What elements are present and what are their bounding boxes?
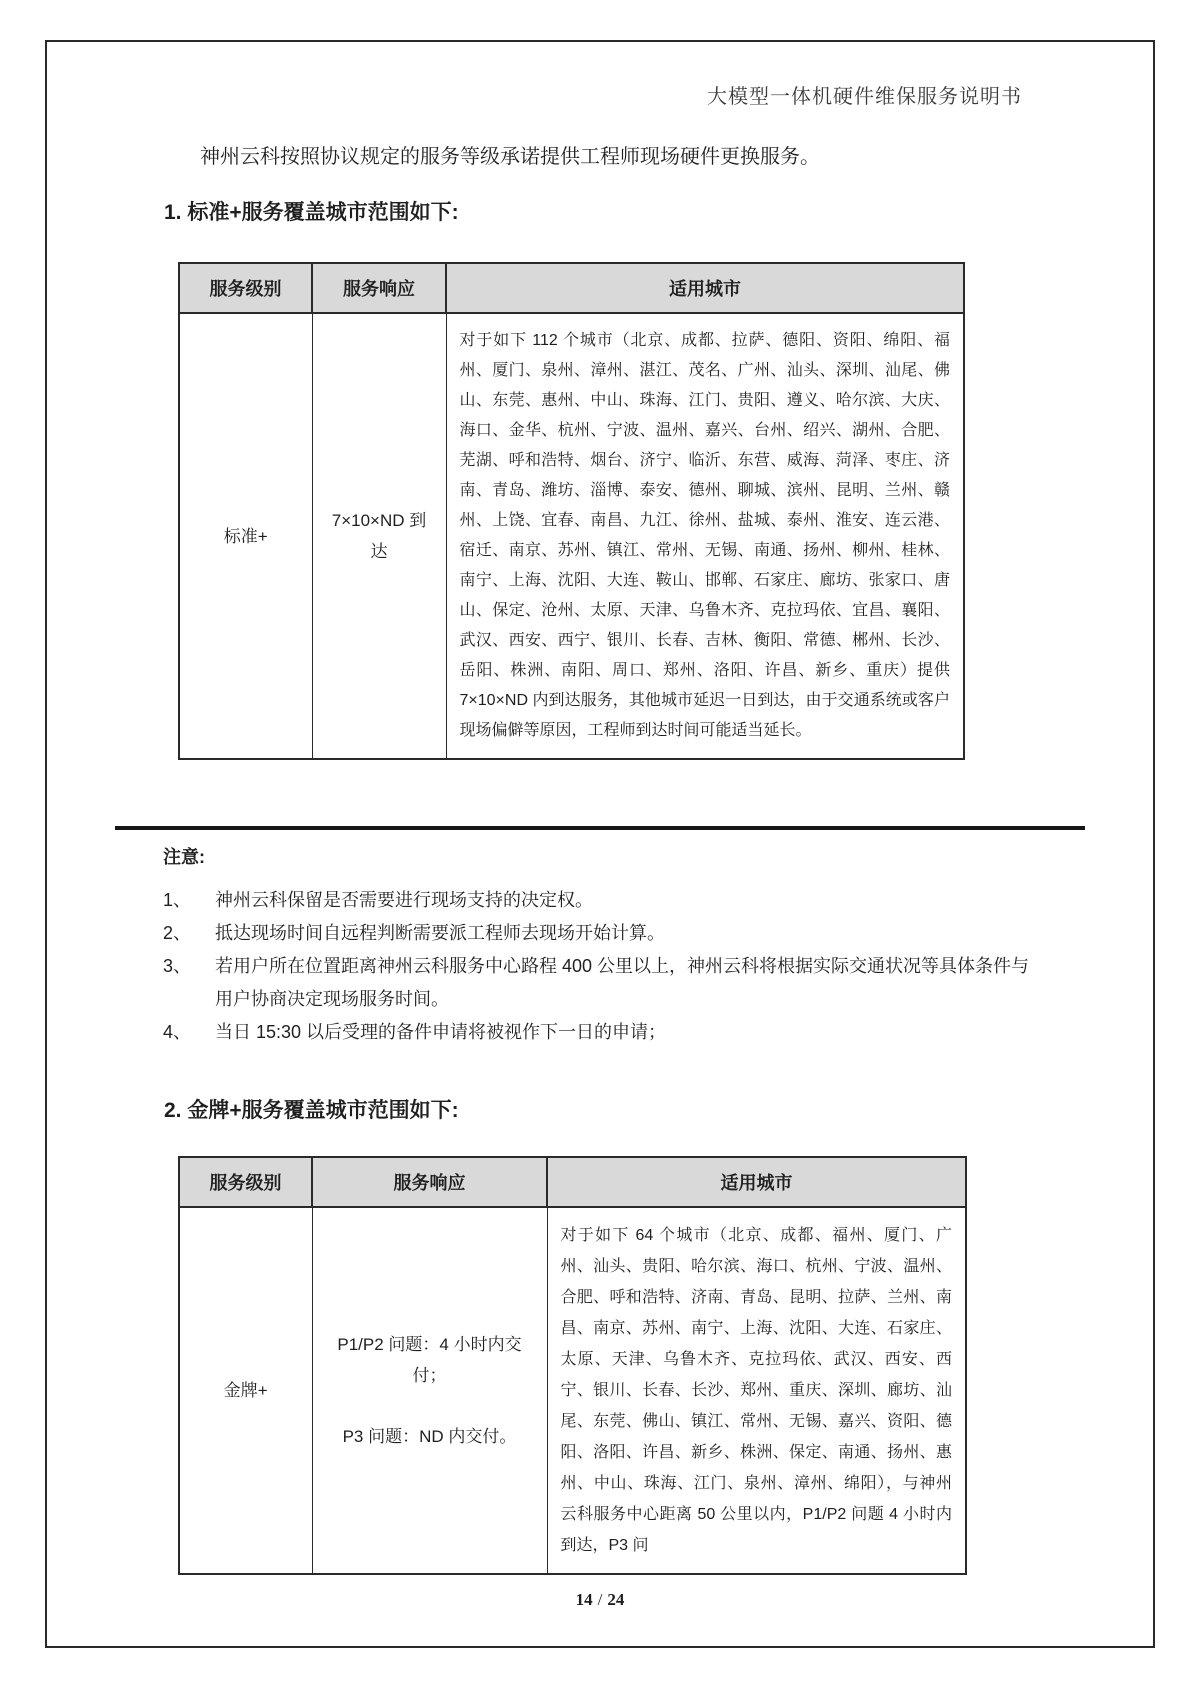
note-text: 神州云科保留是否需要进行现场支持的决定权。	[215, 890, 593, 910]
table2-applicable-cities-cell: 对于如下 64 个城市（北京、成都、福州、厦门、广州、汕头、贵阳、哈尔滨、海口、杭州、宁波、温州、合肥、呼和浩特、济南、青岛、昆明、拉萨、兰州、南昌、南京、苏州、南宁、上海、沈阳、大连、石家庄、太原、天津、乌鲁木齐、克拉玛依、武汉、西安、西宁、银川、长春、长沙、郑州、重庆、深圳、廊坊、汕尾、东莞、佛山、镇江、常州、无锡、嘉兴、资阳、德阳、洛阳、许昌、新乡、株洲、保定、南通、扬州、惠州、中山、珠海、江门、泉州、漳州、绵阳），与神州云科服务中心距离 50 公里以内，P1/P2 问题 4 小时内到达，P3 问	[547, 1207, 966, 1574]
table1-header-row	[179, 263, 964, 313]
note-text: 当日 15:30 以后受理的备件申请将被视作下一日的申请；	[215, 1022, 667, 1042]
standard-service-table	[178, 262, 965, 760]
response-p3-line: P3 问题：ND 内交付。	[342, 1427, 517, 1446]
page-separator: /	[597, 1590, 603, 1609]
note-number: 4、	[163, 1022, 192, 1042]
note-text: 若用户所在位置距离神州云科服务中心路程 400 公里以上，神州云科将根据实际交通状况等具体条件与用户协商决定现场服务时间。	[215, 956, 1030, 1009]
table2-col-header-applicable-cities: 适用城市	[547, 1157, 966, 1207]
table1-data-row	[179, 313, 964, 759]
table1-col-header-service-level: 服务级别	[179, 263, 312, 313]
table1-col-header-service-response: 服务响应	[312, 263, 446, 313]
notes-label: 注意:	[163, 847, 205, 867]
table1-service-response-cell: 7×10×ND 到达	[312, 313, 446, 759]
note-item	[163, 1016, 1047, 1049]
table2-service-level-cell: 金牌+	[179, 1207, 312, 1574]
note-item	[163, 917, 1047, 950]
page-number	[0, 1590, 1200, 1610]
note-item	[163, 884, 1047, 917]
table2-data-row	[179, 1207, 966, 1574]
note-number: 2、	[163, 923, 192, 943]
document-header-title: 大模型一体机硬件维保服务说明书	[707, 86, 1022, 108]
table1-applicable-cities-cell: 对于如下 112 个城市（北京、成都、拉萨、德阳、资阳、绵阳、福州、厦门、泉州、漳州、湛江、茂名、广州、汕头、深圳、汕尾、佛山、东莞、惠州、中山、珠海、江门、贵阳、遵义、哈尔滨、大庆、海口、金华、杭州、宁波、温州、嘉兴、台州、绍兴、湖州、合肥、芜湖、呼和浩特、烟台、济宁、临沂、东营、威海、菏泽、枣庄、济南、青岛、潍坊、淄博、泰安、德州、聊城、滨州、昆明、兰州、赣州、上饶、宜春、南昌、九江、徐州、盐城、泰州、淮安、连云港、宿迁、南京、苏州、镇江、常州、无锡、南通、扬州、柳州、桂林、南宁、上海、沈阳、大连、鞍山、邯郸、石家庄、廊坊、张家口、唐山、保定、沧州、太原、天津、乌鲁木齐、克拉玛依、宜昌、襄阳、武汉、西安、西宁、银川、长春、吉林、衡阳、常德、郴州、长沙、岳阳、株洲、南阳、周口、郑州、洛阳、许昌、新乡、重庆）提供 7×10×ND 内到达服务，其他城市延迟一日到达，由于交通系统或客户现场偏僻等原因，工程师到达时间可能适当延长。	[446, 313, 964, 759]
section-divider-rule	[115, 826, 1085, 830]
intro-paragraph: 神州云科按照协议规定的服务等级承诺提供工程师现场硬件更换服务。	[200, 146, 820, 168]
gold-service-table	[178, 1156, 967, 1575]
page-total: 24	[607, 1590, 625, 1609]
section2-heading: 2. 金牌+服务覆盖城市范围如下:	[164, 1099, 459, 1122]
note-item	[163, 950, 1047, 1016]
note-text: 抵达现场时间自远程判断需要派工程师去现场开始计算。	[215, 923, 665, 943]
page-current: 14	[575, 1590, 593, 1609]
table1-service-level-cell: 标准+	[179, 313, 312, 759]
section1-heading: 1. 标准+服务覆盖城市范围如下:	[164, 201, 459, 224]
notes-list	[163, 884, 1047, 1049]
table2-col-header-service-response: 服务响应	[312, 1157, 547, 1207]
note-number: 3、	[163, 956, 192, 976]
table2-header-row	[179, 1157, 966, 1207]
table2-service-response-cell	[312, 1207, 547, 1574]
table1-col-header-applicable-cities: 适用城市	[446, 263, 964, 313]
table2-col-header-service-level: 服务级别	[179, 1157, 312, 1207]
response-p1p2-line: P1/P2 问题：4 小时内交付；	[337, 1335, 522, 1385]
note-number: 1、	[163, 890, 192, 910]
